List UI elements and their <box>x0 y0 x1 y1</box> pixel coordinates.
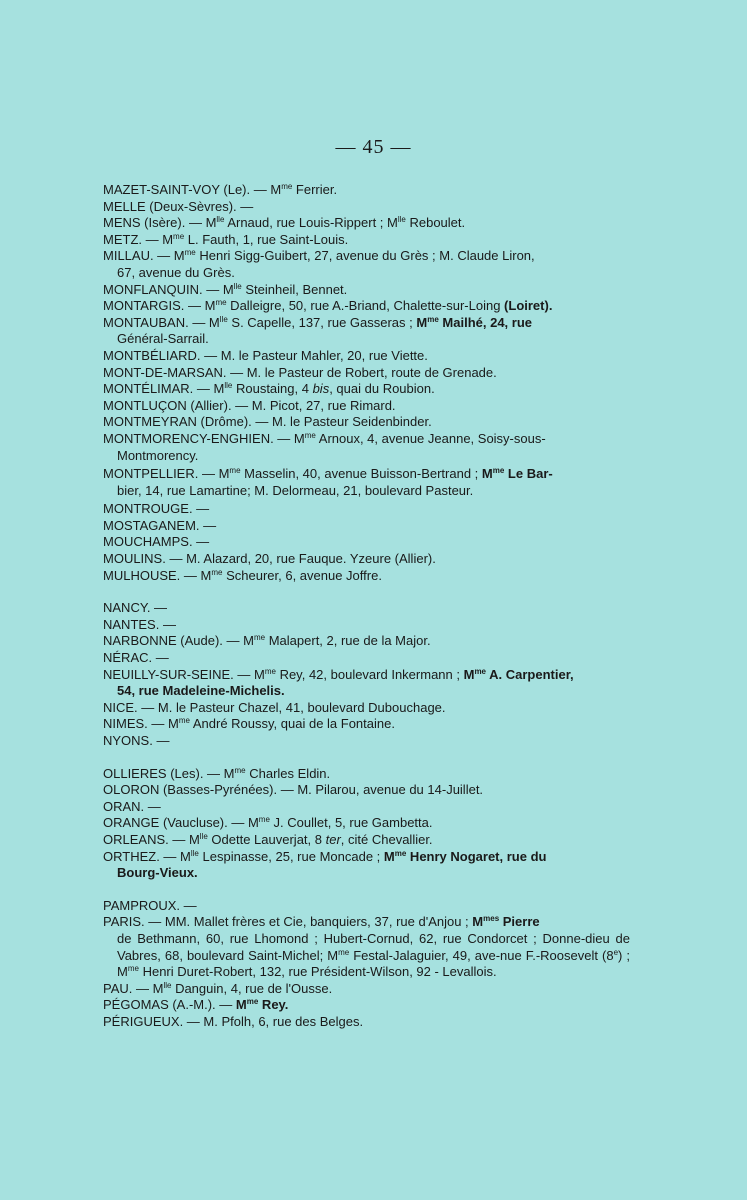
entry-continuation: Bourg-Vieux. <box>117 865 198 881</box>
directory-entry <box>103 551 630 568</box>
directory-entry <box>103 232 630 249</box>
directory-entry <box>103 733 630 750</box>
entry-text: NANTES. — <box>103 616 176 632</box>
entry-text: ORTHEZ. — $M^{lle}$ Lespinasse, 25, rue Moncade ; $M^{me}$ Henry Nogaret, rue du <box>103 848 547 864</box>
entry-text: MONFLANQUIN. — $M^{lle}$ Steinheil, Bennet. <box>103 281 348 297</box>
directory-entry <box>103 799 630 816</box>
directory-entry <box>103 997 630 1014</box>
entry-continuation: Général-Sarrail. <box>117 331 209 347</box>
entry-text: MONTÉLIMAR. — $M^{lle}$ Roustaing, 4 bis, quai du Roubion. <box>103 381 435 397</box>
directory-entry <box>103 617 630 634</box>
entry-text: MONTBÉLIARD. — M. le Pasteur Mahler, 20, rue Viette. <box>103 347 428 363</box>
entry-text: NARBONNE (Aude). — $M^{me}$ Malapert, 2, rue de la Major. <box>103 633 431 649</box>
entry-text: MOSTAGANEM. — <box>103 517 217 533</box>
entry-text: MONTMEYRAN (Drôme). — M. le Pasteur Seidenbinder. <box>103 414 432 430</box>
directory-entry <box>103 832 630 849</box>
entry-text: METZ. — $M^{me}$ L. Fauth, 1, rue Saint-Louis. <box>103 231 349 247</box>
directory-entry <box>103 898 630 915</box>
letter-section <box>103 898 630 1031</box>
entry-continuation: 67, avenue du Grès. <box>117 264 235 280</box>
directory-entry <box>103 568 630 585</box>
entry-text: MONTPELLIER. — $M^{me}$ Masselin, 40, avenue Buisson-Bertrand ; $M^{me}$ Le Bar- <box>103 466 553 482</box>
directory-entry <box>103 650 630 667</box>
entry-text: NYONS. — <box>103 733 170 748</box>
entry-text: PAMPROUX. — <box>103 897 197 913</box>
directory-entry <box>103 518 630 535</box>
directory-entry <box>103 633 630 650</box>
directory-entry <box>103 248 630 281</box>
entry-text: NICE. — M. le Pasteur Chazel, 41, boulevard Dubouchage. <box>103 699 446 715</box>
directory-entry <box>103 315 630 348</box>
entry-text: MOULINS. — M. Alazard, 20, rue Fauque. Yzeure (Allier). <box>103 551 436 567</box>
section-gap <box>103 882 630 898</box>
entry-continuation: Montmorency. <box>117 447 199 463</box>
directory-entry <box>103 381 630 398</box>
directory-entry <box>103 667 630 700</box>
entry-text: MONTAUBAN. — $M^{lle}$ S. Capelle, 137, rue Gasseras ; $M^{me}$ Mailhé, 24, rue <box>103 314 532 330</box>
section-gap <box>103 750 630 766</box>
directory-entry <box>103 348 630 365</box>
section-gap <box>103 584 630 600</box>
entry-text: MONT-DE-MARSAN. — M. le Pasteur de Robert, route de Grenade. <box>103 364 497 380</box>
entry-text: MILLAU. — $M^{me}$ Henri Sigg-Guibert, 27, avenue du Grès ; M. Claude Liron, <box>103 248 535 264</box>
directory-entries <box>103 182 630 1031</box>
directory-entry <box>103 414 630 431</box>
entry-text: PARIS. — MM. Mallet frères et Cie, banquiers, 37, rue d'Anjou ; $M^{mes}$ Pierre <box>103 914 540 930</box>
entry-text: MONTLUÇON (Allier). — M. Picot, 27, rue Rimard. <box>103 397 396 413</box>
directory-entry <box>103 199 630 216</box>
entry-continuation: bier, 14, rue Lamartine; M. Delormeau, 21, boulevard Pasteur. <box>117 482 474 498</box>
entry-continuation: 54, rue Madeleine-Michelis. <box>117 683 285 699</box>
entry-text: MONTARGIS. — $M^{me}$ Dalleigre, 50, rue A.-Briand, Chalette-sur-Loing (Loiret). <box>103 298 553 314</box>
directory-entry <box>103 981 630 998</box>
directory-entry <box>103 849 630 882</box>
directory-entry <box>103 282 630 299</box>
entry-text: MULHOUSE. — $M^{me}$ Scheurer, 6, avenue Joffre. <box>103 567 382 583</box>
directory-entry <box>103 766 630 783</box>
letter-section <box>103 766 630 882</box>
entry-text: OLORON (Basses-Pyrénées). — M. Pilarou, avenue du 14-Juillet. <box>103 782 484 798</box>
entry-text: ORANGE (Vaucluse). — $M^{me}$ J. Coullet, 5, rue Gambetta. <box>103 815 433 831</box>
letter-section <box>103 600 630 749</box>
entry-text: MELLE (Deux-Sèvres). — <box>103 198 254 214</box>
directory-entry <box>103 600 630 617</box>
directory-entry <box>103 215 630 232</box>
directory-entry <box>103 182 630 199</box>
directory-entry <box>103 398 630 415</box>
entry-text: PÉRIGUEUX. — M. Pfolh, 6, rue des Belges. <box>103 1013 364 1029</box>
entry-text: ORAN. — <box>103 798 161 814</box>
entry-text: MOUCHAMPS. — <box>103 534 210 550</box>
letter-section <box>103 182 630 584</box>
entry-text: MONTMORENCY-ENGHIEN. — $M^{me}$ Arnoux, 4, avenue Jeanne, Soisy-sous- <box>103 430 546 446</box>
entry-text: PAU. — $M^{lle}$ Danguin, 4, rue de l'Ousse. <box>103 980 333 996</box>
entry-text: NEUILLY-SUR-SEINE. — $M^{me}$ Rey, 42, boulevard Inkermann ; $M^{me}$ A. Carpentier, <box>103 666 574 682</box>
directory-entry <box>103 466 630 499</box>
directory-entry <box>103 534 630 551</box>
entry-text: PÉGOMAS (A.-M.). — $M^{me}$ Rey. <box>103 997 289 1013</box>
entry-text: NIMES. — $M^{me}$ André Roussy, quai de la Fontaine. <box>103 716 395 732</box>
directory-entry <box>103 700 630 717</box>
directory-entry <box>103 298 630 315</box>
entry-text: OLLIERES (Les). — $M^{me}$ Charles Eldin. <box>103 765 331 781</box>
directory-entry <box>103 431 630 464</box>
entry-text: MENS (Isère). — $M^{lle}$ Arnaud, rue Louis-Rippert ; $M^{lle}$ Reboulet. <box>103 215 466 231</box>
entry-text: NÉRAC. — <box>103 650 169 666</box>
directory-entry <box>103 501 630 518</box>
directory-entry <box>103 716 630 733</box>
directory-entry <box>103 1014 630 1031</box>
directory-entry <box>103 815 630 832</box>
page-number: — 45 — <box>335 136 412 158</box>
entry-continuation: de Bethmann, 60, rue Lhomond ; Hubert-Cornud, 62, rue Condorcet ; Donne-dieu de Vabres, 68, boulevard Saint-Michel; $M^{me}$ Festal-Jalaguier, 49, ave-nue F.-Roosevelt (8e) ; $M^{me}$ Henri Duret-Robert, 132, rue Président-Wilson, 92 - Levallois. <box>117 930 630 980</box>
directory-entry <box>103 365 630 382</box>
directory-entry <box>103 914 630 980</box>
directory-entry <box>103 782 630 799</box>
entry-text: ORLEANS. — $M^{lle}$ Odette Lauverjat, 8 ter, cité Chevallier. <box>103 831 433 847</box>
entry-text: NANCY. — <box>103 600 168 616</box>
entry-text: MONTROUGE. — <box>103 501 210 517</box>
entry-text: MAZET-SAINT-VOY (Le). — $M^{me}$ Ferrier. <box>103 182 338 197</box>
